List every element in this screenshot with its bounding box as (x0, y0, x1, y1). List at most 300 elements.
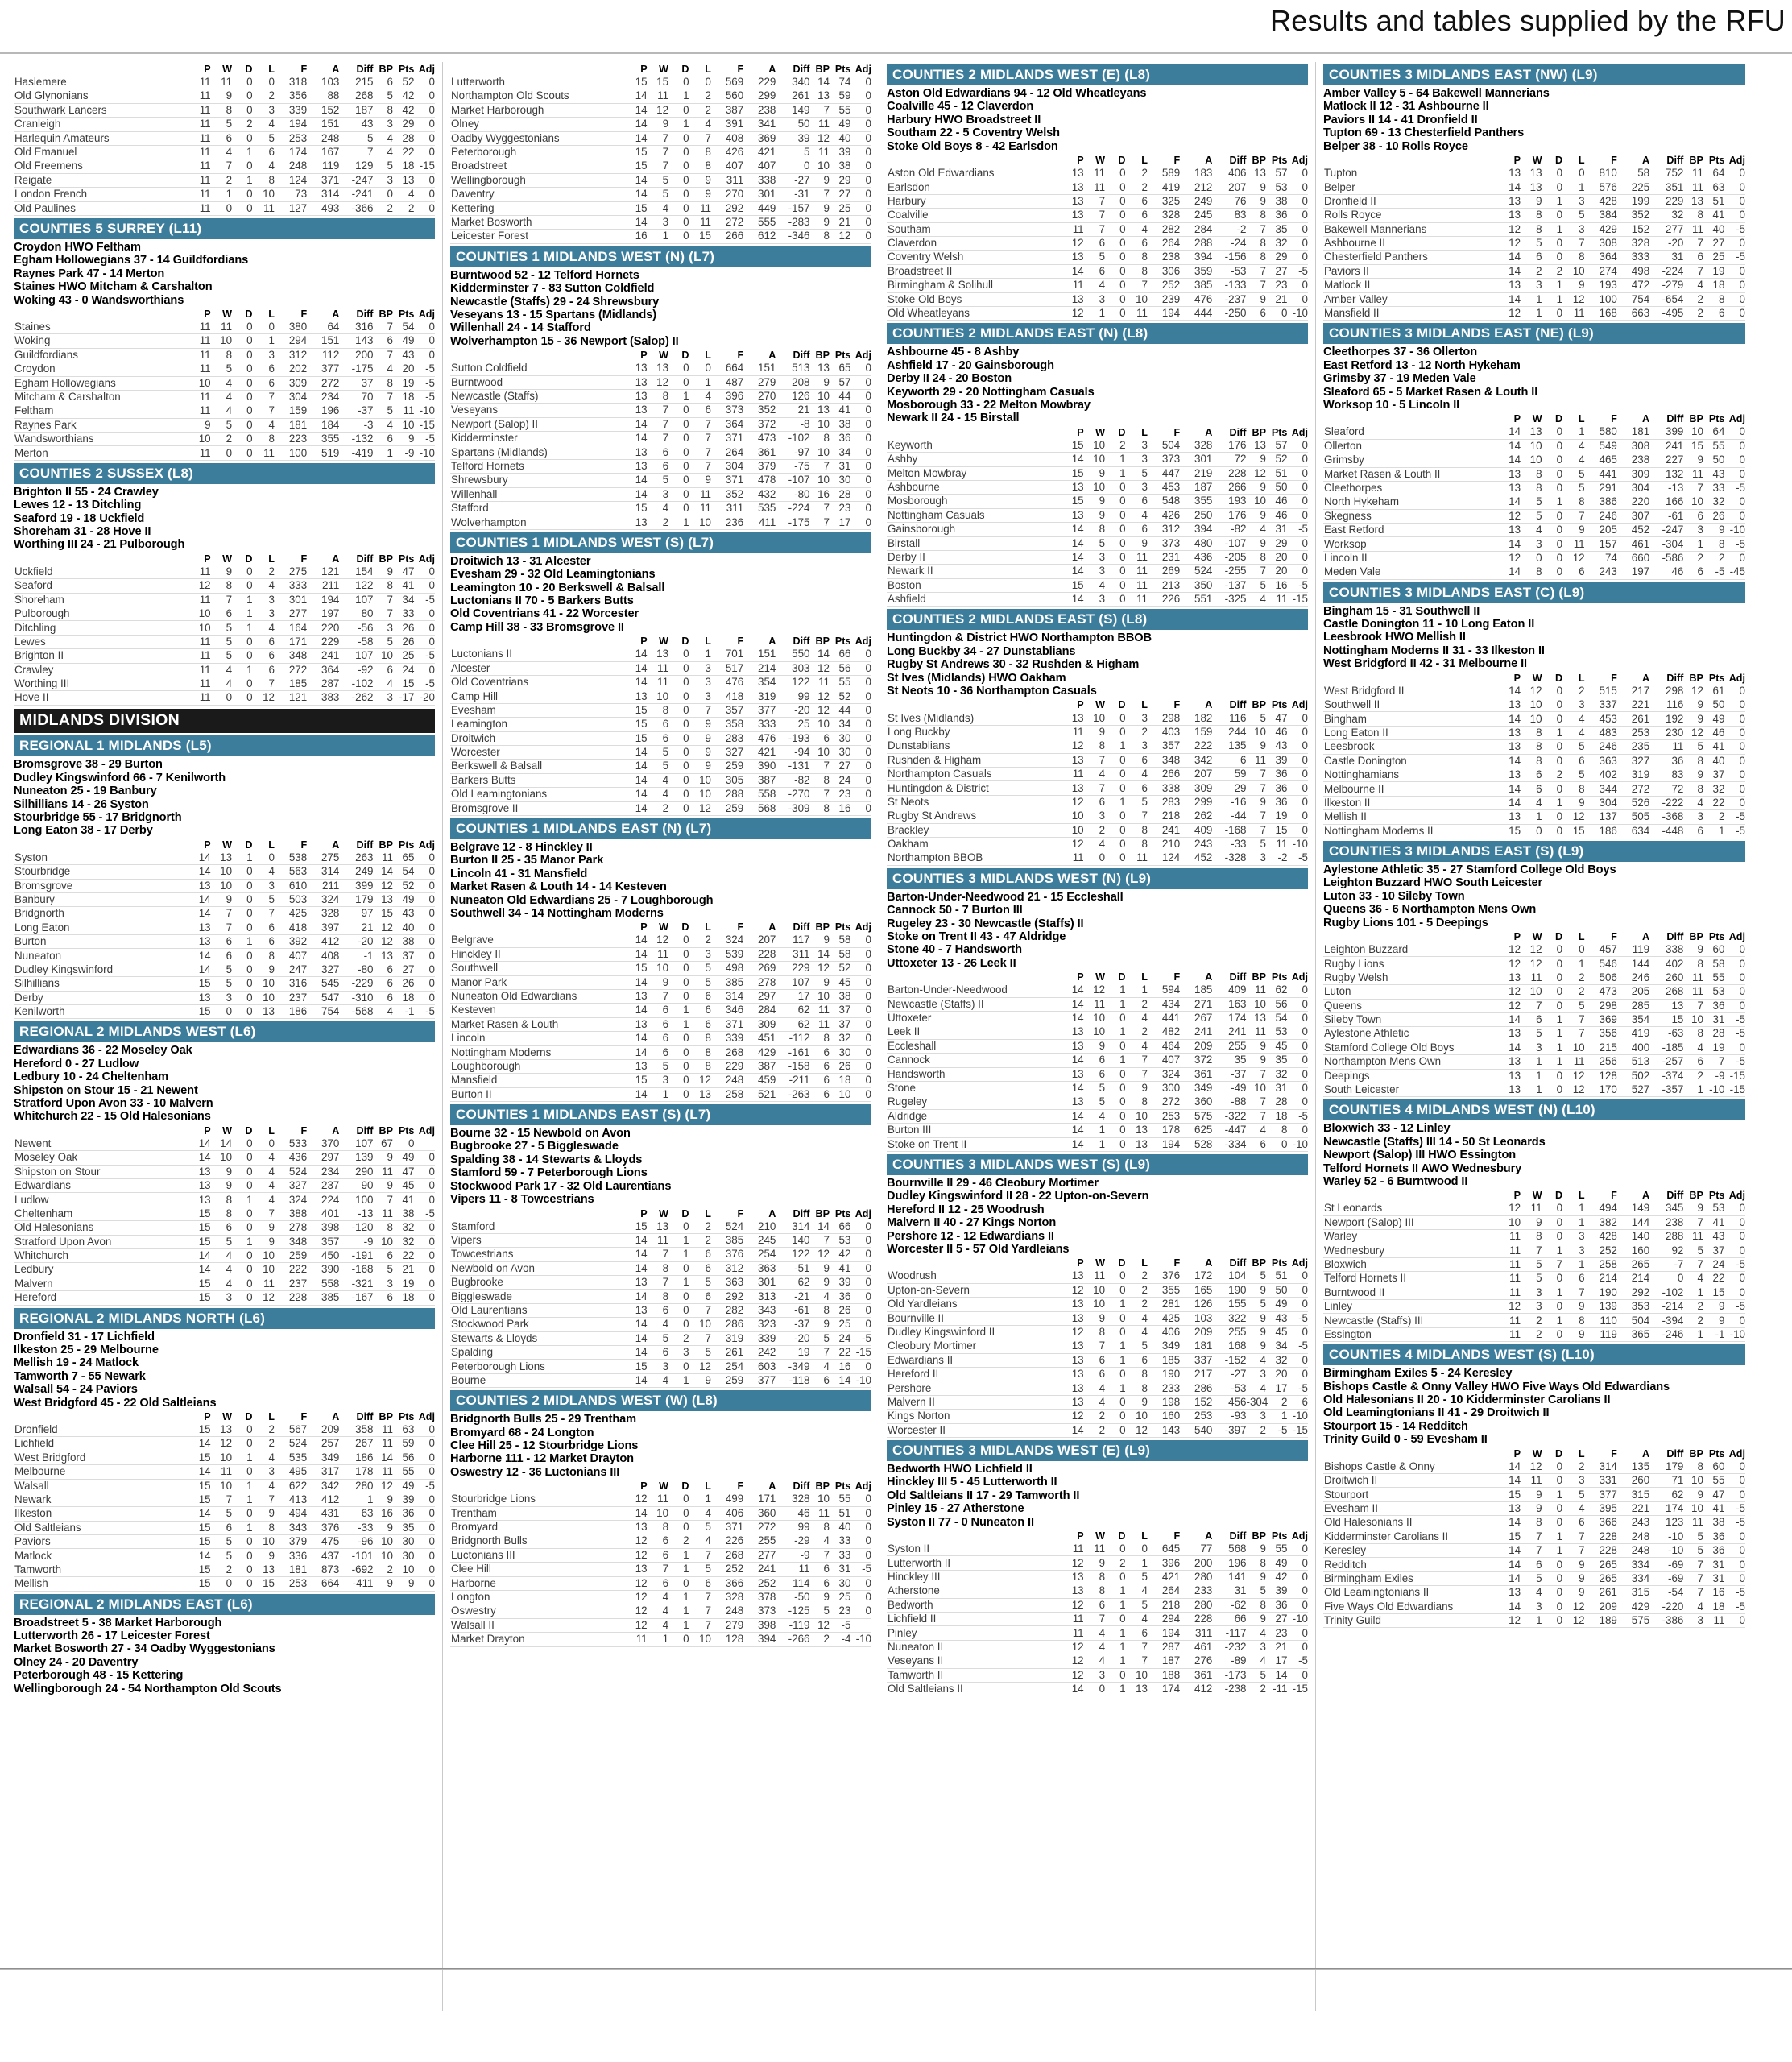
team-name: Dronfield (14, 1423, 189, 1437)
stat-d: 0 (668, 1360, 689, 1373)
stat-pts: 55 (830, 676, 850, 689)
team-name: Biggleswade (450, 1290, 626, 1303)
stat-w: 3 (1084, 593, 1105, 607)
column-header-bp: BP (379, 308, 393, 320)
stat-d: 0 (1105, 1368, 1125, 1381)
stat-a: 555 (743, 215, 776, 229)
table-row (1323, 768, 1745, 782)
stat-a: 502 (1617, 1069, 1649, 1083)
stat-adj: 0 (850, 131, 871, 145)
stat-bp: 14 (373, 1451, 393, 1464)
stat-diff: -2 (1212, 222, 1246, 236)
table-row (1323, 943, 1745, 957)
stat-diff: -92 (339, 663, 373, 677)
stat-w: 0 (1521, 551, 1542, 565)
fixture-result: Old Coventrians 41 - 22 Worcester (450, 607, 639, 621)
stat-f: 483 (1585, 726, 1617, 739)
stat-adj: -5 (1724, 481, 1745, 495)
stat-p: 15 (189, 1291, 210, 1305)
table-row (887, 983, 1308, 997)
stat-adj: 0 (850, 745, 871, 759)
stat-f: 352 (711, 487, 743, 501)
stat-w: 8 (648, 1290, 668, 1303)
table-row (14, 159, 435, 173)
stat-w: 10 (1084, 439, 1105, 453)
stat-adj: 0 (414, 1235, 435, 1248)
column-header-l: L (1578, 931, 1585, 943)
stat-pts: 23 (1266, 1626, 1287, 1640)
stat-diff: 227 (1649, 453, 1683, 467)
team-name: Cleobury Mortimer (887, 1339, 1062, 1353)
standings-table (450, 1208, 871, 1389)
column-header-adj: Adj (1291, 971, 1308, 983)
stat-d: 0 (668, 1059, 689, 1073)
stat-d: 1 (1105, 1381, 1125, 1395)
stat-l: 15 (1562, 824, 1585, 838)
stat-adj: -5 (1287, 1381, 1308, 1395)
table-row (887, 1095, 1308, 1109)
stat-bp: 4 (373, 145, 393, 159)
stat-a: 280 (1180, 1598, 1212, 1612)
stat-p: 13 (626, 689, 647, 703)
team-name: Southwark Lancers (14, 103, 189, 117)
column-header-d: D (1555, 155, 1563, 167)
stat-a: 267 (1180, 1012, 1212, 1025)
stat-w: 8 (1084, 523, 1105, 536)
stat-p: 12 (1500, 1202, 1521, 1215)
stat-l: 12 (689, 1360, 711, 1373)
stat-d: 0 (1542, 1600, 1563, 1613)
stat-w: 5 (648, 1059, 668, 1073)
fixture-list (887, 1177, 1308, 1256)
stat-l: 8 (1562, 251, 1585, 264)
stat-bp: 12 (373, 935, 393, 949)
stat-bp: 9 (809, 375, 830, 389)
table-row (14, 1465, 435, 1479)
stat-a: 214 (1617, 1272, 1649, 1286)
stat-bp: 7 (809, 1346, 830, 1360)
stat-bp: 8 (1246, 550, 1266, 564)
stat-bp: 6 (1683, 1055, 1703, 1069)
stat-diff: 35 (1212, 1054, 1246, 1067)
stat-f: 357 (711, 703, 743, 717)
stat-diff: 154 (339, 565, 373, 579)
column-header-diff: Diff (1666, 672, 1684, 684)
stat-diff: 36 (1649, 754, 1683, 768)
fixture-result: Newcastle (Staffs) 29 - 24 Shrewsbury (450, 295, 660, 308)
stat-a: 64 (307, 321, 339, 334)
stat-d: 0 (1542, 1300, 1563, 1314)
fixture-result: Luctonians II 70 - 5 Barkers Butts (450, 594, 634, 608)
stat-a: 352 (743, 404, 776, 417)
stat-a: 397 (307, 921, 339, 934)
stat-p: 11 (189, 635, 210, 648)
stat-d: 0 (1542, 685, 1563, 698)
table-row (14, 851, 435, 865)
stat-pts: 54 (393, 321, 414, 334)
stat-a: 315 (1617, 1488, 1649, 1501)
stat-w: 13 (648, 648, 668, 661)
table-row (1323, 306, 1745, 320)
stat-l: 3 (1126, 739, 1148, 753)
table-row (887, 593, 1308, 607)
stat-adj: 0 (414, 977, 435, 991)
fixture-result: Stamford 59 - 7 Peterborough Lions (450, 1166, 648, 1180)
fixture-result: Amber Valley 5 - 64 Bakewell Mannerians (1323, 87, 1550, 100)
team-name: Earlsdon (887, 180, 1062, 194)
team-name: Skegness (1323, 509, 1500, 523)
stat-w: 7 (211, 921, 232, 934)
table-row (887, 550, 1308, 564)
stat-pts: 22 (1703, 1272, 1725, 1286)
stat-adj: 0 (414, 1248, 435, 1262)
stat-pts: 36 (830, 1290, 850, 1303)
stat-p: 13 (626, 516, 647, 529)
stat-a: 315 (1617, 1586, 1649, 1600)
fixture-result: West Bridgford 45 - 22 Old Saltleians (14, 1396, 217, 1410)
stat-pts: 34 (1266, 1339, 1287, 1353)
stat-p: 12 (1500, 999, 1521, 1012)
stat-p: 14 (1500, 537, 1521, 551)
stat-f: 309 (275, 376, 307, 390)
stat-adj: 0 (1287, 550, 1308, 564)
stat-l: 2 (689, 934, 711, 947)
column-header-adj: Adj (418, 838, 435, 851)
stat-p: 14 (1062, 1054, 1083, 1067)
stat-adj: 0 (1287, 1039, 1308, 1053)
fixture-list (1323, 1122, 1745, 1188)
column-header-pts: Pts (1271, 426, 1288, 438)
column-header-a: A (768, 1480, 776, 1493)
stat-diff: -51 (776, 1261, 809, 1275)
table-row (887, 838, 1308, 851)
stat-l: 8 (689, 145, 711, 159)
stat-bp: 7 (1246, 1067, 1266, 1081)
table-row (450, 703, 871, 717)
column-header-diff: Diff (1229, 971, 1247, 983)
stat-a: 360 (743, 1506, 776, 1520)
stat-w: 8 (211, 348, 232, 362)
stat-p: 14 (1500, 685, 1521, 698)
column-header-a: A (1205, 971, 1213, 983)
stat-pts: 32 (393, 1235, 414, 1248)
stat-adj: 0 (1287, 823, 1308, 837)
stat-pts: 49 (1266, 1556, 1287, 1570)
stat-d: 1 (232, 935, 252, 949)
stat-a: 364 (307, 663, 339, 677)
stat-bp: 9 (809, 1318, 830, 1331)
stat-bp: 4 (373, 418, 393, 432)
stat-pts: 39 (830, 1276, 850, 1290)
stat-w: 12 (1084, 983, 1105, 997)
stat-d: 0 (232, 1221, 252, 1235)
stat-f: 413 (275, 1493, 307, 1506)
stat-bp: 8 (1683, 209, 1703, 222)
stat-f: 421 (1148, 1570, 1180, 1584)
column-header-p: P (1077, 699, 1084, 711)
team-name: Lincoln II (1323, 551, 1500, 565)
stat-adj: 0 (850, 718, 871, 731)
stat-w: 7 (1084, 1613, 1105, 1626)
stat-p: 13 (189, 935, 210, 949)
stat-a: 262 (1180, 809, 1212, 823)
stat-w: 11 (1084, 997, 1105, 1011)
team-name: Castle Donington (1323, 754, 1500, 768)
fixture-result: Lewes 12 - 13 Ditchling (14, 499, 142, 512)
table-row (1323, 194, 1745, 208)
column-header-w: W (222, 838, 233, 851)
stat-bp: 12 (809, 703, 830, 717)
stat-f: 487 (711, 375, 743, 389)
stat-f: 198 (1148, 1395, 1180, 1409)
column-header-w: W (1095, 1257, 1106, 1269)
stat-l: 3 (253, 1465, 275, 1479)
stat-w: 6 (211, 131, 232, 145)
stat-d: 0 (1542, 1202, 1563, 1215)
stat-pts: 27 (830, 188, 850, 201)
stat-f: 546 (1585, 957, 1617, 971)
stat-f: 407 (1148, 1054, 1180, 1067)
fixture-result: Shipston on Stour 15 - 21 Newent (14, 1083, 198, 1097)
stat-bp: 9 (1246, 1542, 1266, 1556)
stat-diff: -654 (1649, 292, 1683, 306)
column-header-diff: Diff (1229, 699, 1247, 711)
team-name: St Leonards (1323, 1202, 1500, 1215)
stat-a: 309 (1617, 467, 1649, 481)
stat-w: 3 (211, 1291, 232, 1305)
stat-l: 10 (1126, 292, 1148, 306)
team-column-header (887, 1257, 1062, 1269)
team-name: Pulborough (14, 607, 189, 621)
stat-p: 14 (626, 103, 647, 117)
stat-a: 663 (1617, 306, 1649, 320)
stat-diff: -93 (1212, 1410, 1246, 1423)
stat-pts: 11 (393, 404, 414, 418)
table-row (1323, 1230, 1745, 1244)
stat-diff: -49 (1212, 1081, 1246, 1095)
stat-l: 2 (1126, 167, 1148, 180)
stat-bp: 7 (1683, 236, 1703, 250)
fixture-list (14, 486, 435, 552)
table-row (450, 516, 871, 529)
table-row (1323, 1257, 1745, 1271)
stat-f: 524 (275, 1437, 307, 1451)
stat-adj: 0 (850, 1506, 871, 1520)
stat-p: 14 (189, 963, 210, 976)
stat-bp: 8 (1246, 1598, 1266, 1612)
stat-a: 354 (1617, 1012, 1649, 1026)
stat-l: 5 (253, 892, 275, 906)
team-name: Barton-Under-Needwood (887, 983, 1062, 997)
team-name: Long Buckby (887, 725, 1062, 739)
stat-l: 2 (689, 1233, 711, 1247)
stat-a: 228 (743, 947, 776, 961)
stat-adj: 0 (850, 103, 871, 117)
stat-bp: 12 (373, 879, 393, 892)
fixture-result: Bugbrooke 27 - 5 Biggleswade (450, 1140, 619, 1153)
stat-w: 5 (648, 745, 668, 759)
table-row (1323, 957, 1745, 971)
column-header-p: P (640, 1480, 648, 1493)
team-name: Kidderminster (450, 432, 626, 445)
stat-d: 1 (1105, 466, 1125, 480)
stat-adj: 0 (414, 1549, 435, 1563)
stat-adj: 0 (1287, 1283, 1308, 1297)
stat-d: 1 (232, 1493, 252, 1506)
stat-f: 453 (1148, 480, 1180, 494)
fixture-list (1323, 346, 1745, 412)
stat-l: 7 (1126, 279, 1148, 292)
stat-pts: 26 (393, 635, 414, 648)
column-header-l: L (705, 921, 711, 934)
stat-f: 498 (711, 962, 743, 975)
stat-d: 0 (1105, 1325, 1125, 1339)
stat-bp: 4 (1683, 1272, 1703, 1286)
stat-p: 11 (1062, 222, 1083, 236)
stat-diff: -411 (339, 1577, 373, 1591)
table-row (14, 991, 435, 1004)
stat-p: 14 (1500, 292, 1521, 306)
stat-bp: 8 (809, 801, 830, 815)
column-header-d: D (245, 1124, 253, 1137)
stat-d: 1 (1542, 1027, 1563, 1041)
table-row (14, 1005, 435, 1019)
stat-diff: 351 (1649, 180, 1683, 194)
stat-diff: 83 (1649, 768, 1683, 782)
team-name: Telford Hornets II (1323, 1272, 1500, 1286)
fixture-list (450, 1127, 871, 1206)
stat-bp: 5 (1246, 1298, 1266, 1311)
stat-adj: -15 (1724, 1069, 1745, 1083)
stat-a: 219 (1180, 466, 1212, 480)
column-header-l: L (1141, 426, 1148, 438)
fixture-result: Ilkeston 25 - 29 Melbourne (14, 1343, 159, 1356)
stat-d: 1 (1542, 292, 1563, 306)
stat-f: 139 (1585, 1300, 1617, 1314)
stat-bp: 6 (1683, 251, 1703, 264)
stat-w: 4 (211, 1277, 232, 1290)
stat-p: 14 (626, 788, 647, 801)
stat-f: 482 (1148, 1025, 1180, 1039)
stat-pts: 23 (1266, 279, 1287, 292)
stat-bp: 4 (1246, 1626, 1266, 1640)
stat-pts: 23 (830, 788, 850, 801)
stat-pts: 34 (393, 593, 414, 607)
stat-l: 6 (253, 663, 275, 677)
team-name: Cheltenham (14, 1207, 189, 1220)
stat-a: 261 (1617, 712, 1649, 726)
standings-table (887, 1530, 1308, 1696)
column-header-bp: BP (1252, 1257, 1266, 1269)
stat-adj: 0 (1724, 1272, 1745, 1286)
stat-d: 0 (668, 1576, 689, 1590)
stat-a: 450 (307, 1248, 339, 1262)
stat-f: 209 (1585, 1600, 1617, 1613)
stat-bp: 3 (373, 621, 393, 635)
stat-a: 324 (307, 892, 339, 906)
team-name: Woking (14, 334, 189, 348)
stat-l: 8 (1126, 823, 1148, 837)
stat-w: 4 (1521, 524, 1542, 537)
stat-w: 12 (1521, 957, 1542, 971)
stat-diff: -238 (1212, 1682, 1246, 1696)
stat-bp: 2 (1246, 1682, 1266, 1696)
stat-pts: 56 (1266, 997, 1287, 1011)
standings-table (887, 971, 1308, 1152)
stat-bp: 4 (809, 1360, 830, 1373)
fixture-result: Nuneaton Old Edwardians 25 - 7 Loughborough (450, 893, 714, 907)
stat-p: 10 (1062, 809, 1083, 823)
stat-bp: 9 (1683, 768, 1703, 782)
stat-d: 1 (1542, 1286, 1563, 1299)
stat-f: 210 (1148, 838, 1180, 851)
stat-bp: 7 (1246, 809, 1266, 823)
stat-a: 183 (1180, 167, 1212, 180)
stat-a: 301 (743, 1276, 776, 1290)
stat-bp: 6 (809, 1563, 830, 1576)
stat-w: 5 (211, 418, 232, 432)
stat-f: 312 (711, 1261, 743, 1275)
stat-diff: 215 (339, 76, 373, 89)
stat-bp: 11 (1683, 222, 1703, 236)
stat-adj: 0 (1287, 222, 1308, 236)
stat-d: 0 (232, 1577, 252, 1591)
stat-d: 0 (1542, 824, 1563, 838)
stat-pts: 36 (1266, 781, 1287, 795)
stat-f: 589 (1148, 167, 1180, 180)
stat-l: 6 (1126, 495, 1148, 508)
stat-adj: 0 (414, 145, 435, 159)
stat-diff: -9 (339, 1235, 373, 1248)
table-row (1323, 1286, 1745, 1299)
fixture-result: Harbury HWO Broadstreet II (887, 113, 1041, 126)
stat-l: 6 (689, 1261, 711, 1275)
table-row (1323, 1215, 1745, 1229)
division-header: MIDLANDS DIVISION (14, 709, 435, 734)
stat-bp: 12 (809, 962, 830, 975)
stat-adj: -20 (414, 691, 435, 705)
stat-a: 58 (1617, 167, 1649, 180)
stat-l: 10 (1126, 1410, 1148, 1423)
stat-diff: -27 (776, 173, 809, 187)
stat-w: 6 (648, 731, 668, 745)
stat-p: 13 (189, 1193, 210, 1207)
stat-a: 379 (743, 459, 776, 473)
stat-f: 265 (1585, 1571, 1617, 1585)
stat-bp: 12 (809, 661, 830, 675)
stat-l: 7 (1562, 1286, 1585, 1299)
stat-pts: 55 (830, 103, 850, 117)
stat-diff: 80 (339, 607, 373, 621)
stat-pts: 14 (1266, 1668, 1287, 1682)
fixture-result: Bromsgrove 38 - 29 Burton (14, 758, 163, 772)
stat-adj: -5 (1287, 1311, 1308, 1325)
stat-adj: -5 (1724, 1012, 1745, 1026)
stat-diff: 0 (1649, 1272, 1683, 1286)
column-header-pts: Pts (1271, 1530, 1288, 1542)
team-name: Deepings (1323, 1069, 1500, 1083)
stat-p: 11 (1500, 1272, 1521, 1286)
stat-diff: -250 (1212, 306, 1246, 320)
table-row (1323, 222, 1745, 236)
stat-l: 7 (689, 1618, 711, 1632)
stat-d: 1 (232, 621, 252, 635)
team-name: Newcastle (Staffs) II (887, 997, 1062, 1011)
stat-l: 3 (253, 593, 275, 607)
stat-bp: 6 (373, 1291, 393, 1305)
stat-w: 4 (1084, 1640, 1105, 1654)
stat-diff: 277 (1649, 222, 1683, 236)
